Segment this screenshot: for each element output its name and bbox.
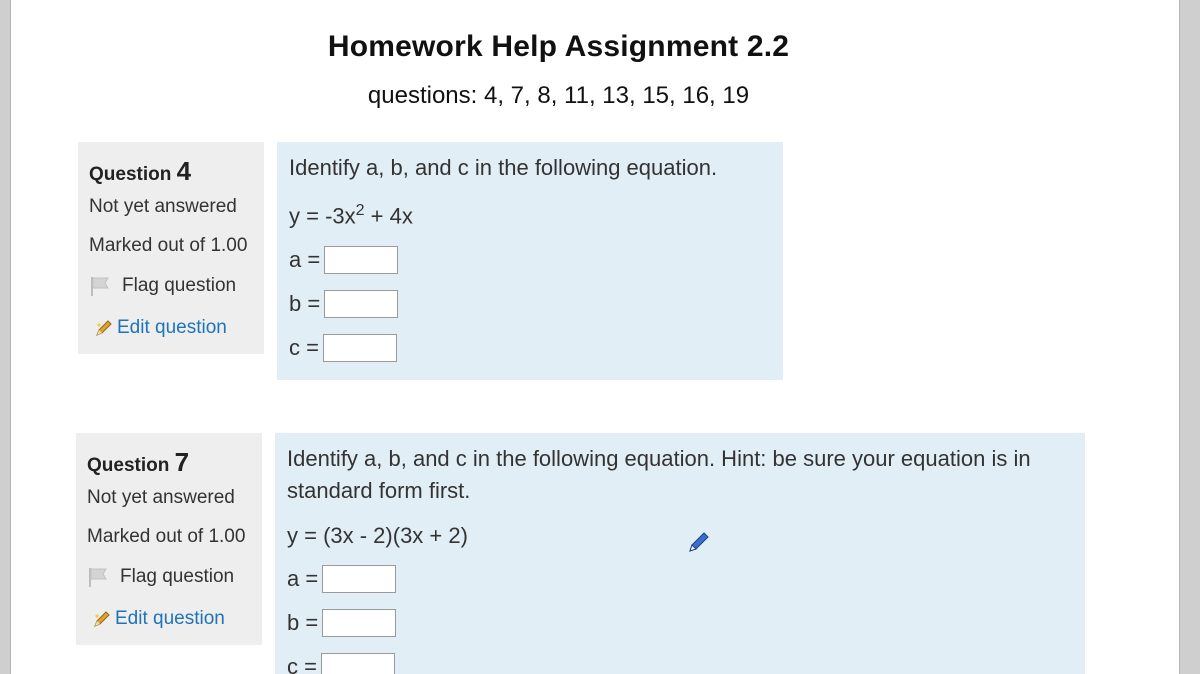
answer-c-input[interactable]: [323, 334, 397, 362]
edit-question-label[interactable]: Edit question: [115, 608, 225, 629]
question-number: 4: [176, 156, 192, 186]
flag-icon: [89, 275, 111, 297]
question-7-marks: Marked out of 1.00: [87, 526, 246, 547]
question-7-prompt: Identify a, b, and c in the following equation. Hint: be sure your equation is in standard form first.: [287, 446, 1031, 503]
question-7-answer-c: [287, 653, 395, 674]
answer-a-input[interactable]: [322, 565, 396, 593]
question-7-flag-button[interactable]: [87, 566, 234, 588]
question-7-answer-b: [287, 609, 396, 637]
question-7-status: Not yet answered: [87, 487, 235, 508]
page-subtitle: questions: 4, 7, 8, 11, 13, 15, 16, 19: [367, 82, 750, 109]
question-number: 7: [174, 447, 190, 477]
question-7-edit-link[interactable]: [91, 608, 225, 630]
answer-b-input[interactable]: [324, 290, 398, 318]
flag-question-label[interactable]: Flag question: [120, 566, 235, 587]
flag-question-label[interactable]: Flag question: [122, 275, 237, 296]
question-4-edit-link[interactable]: [93, 317, 227, 339]
quiz-page: [10, 0, 1180, 674]
question-7-heading: [87, 447, 189, 478]
question-7-info: [76, 433, 262, 645]
question-4-answer-b: [289, 290, 398, 318]
equation-suffix: + 4x: [364, 203, 413, 229]
question-label: Question: [87, 455, 170, 476]
pencil-icon: [91, 608, 113, 630]
pencil-icon: [93, 317, 115, 339]
question-4-answer-a: [289, 246, 398, 274]
question-4-marks: Marked out of 1.00: [89, 235, 248, 256]
answer-c-input[interactable]: [321, 653, 395, 674]
answer-b-label: b =: [287, 610, 319, 635]
question-7-content: [275, 433, 1085, 674]
answer-b-input[interactable]: [322, 609, 396, 637]
question-4-info: [78, 142, 264, 354]
answer-a-label: a =: [287, 566, 319, 591]
question-label: Question: [89, 164, 172, 185]
question-7-answer-a: [287, 565, 396, 593]
flag-icon: [87, 566, 109, 588]
equation-exponent: 2: [355, 202, 365, 219]
answer-a-input[interactable]: [324, 246, 398, 274]
question-4-prompt: Identify a, b, and c in the following equation.: [289, 155, 718, 180]
answer-c-label: c =: [289, 335, 319, 360]
question-7-equation: y = (3x - 2)(3x + 2): [287, 523, 468, 548]
page-title: Homework Help Assignment 2.2: [327, 30, 790, 63]
question-4-status: Not yet answered: [89, 196, 237, 217]
question-4-heading: [89, 156, 191, 187]
answer-b-label: b =: [289, 291, 321, 316]
question-4-content: [277, 142, 783, 380]
pen-cursor-icon: [687, 530, 711, 554]
question-4-answer-c: [289, 334, 397, 362]
answer-c-label: c =: [287, 654, 317, 674]
question-4-flag-button[interactable]: [89, 275, 236, 297]
answer-a-label: a =: [289, 247, 321, 272]
question-4-equation: [289, 202, 413, 229]
equation-prefix: y = -3x: [289, 203, 356, 229]
edit-question-label[interactable]: Edit question: [117, 317, 227, 338]
